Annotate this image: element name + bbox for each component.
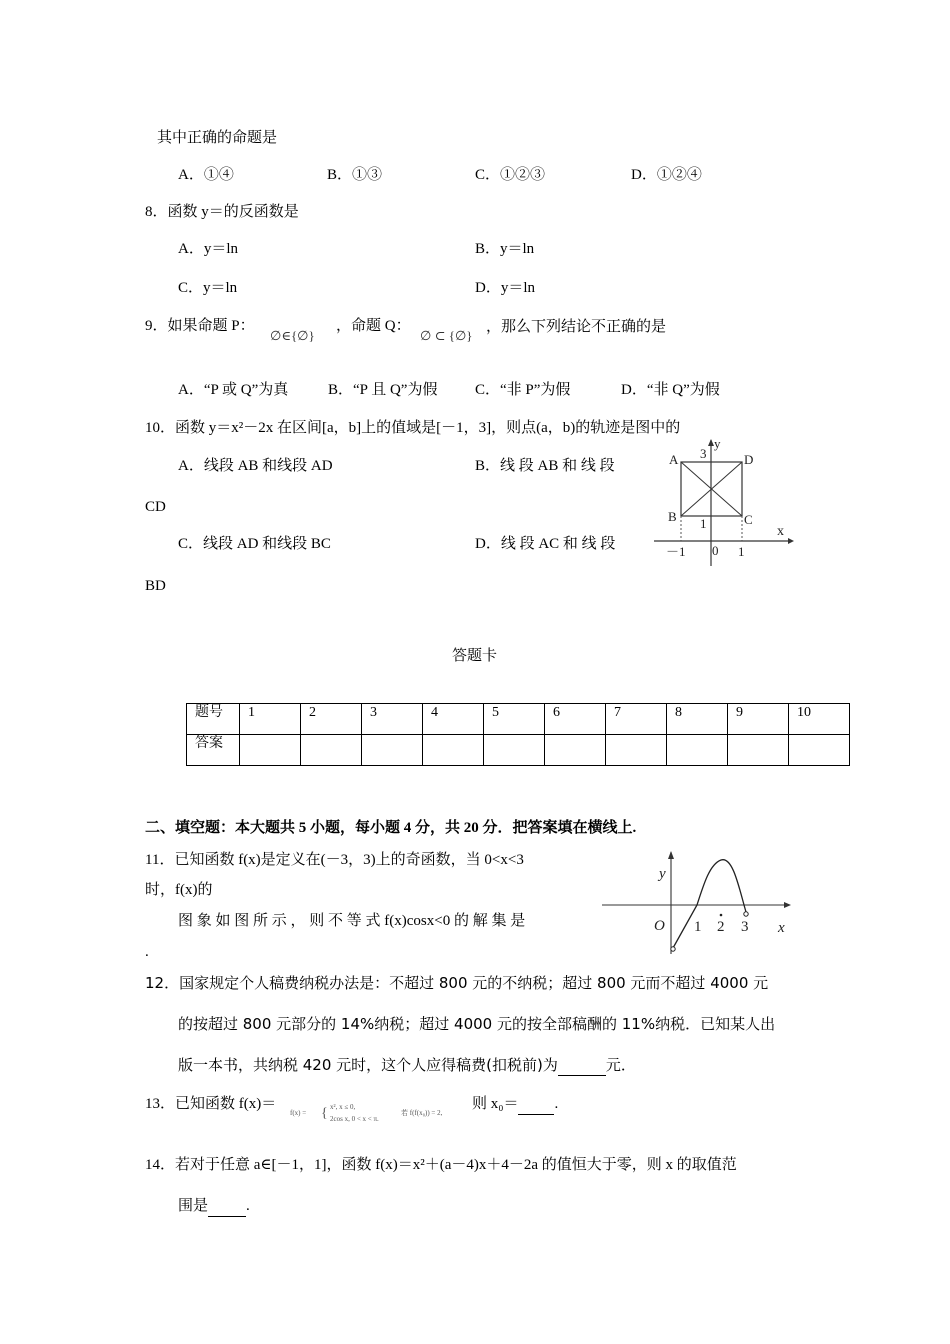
answer-card-number: 8	[667, 704, 728, 735]
q12-line2: 的按超过 800 元部分的 14%纳税；超过 4000 元的按全部稿酬的 11%纳税．已知某人出	[178, 1015, 776, 1033]
q9-option-c: C．“非 P”为假	[475, 382, 571, 398]
q11-graph-figure	[598, 848, 798, 956]
q14-line2-wrap	[178, 1196, 250, 1217]
q13-end: .	[554, 1096, 559, 1112]
answer-cell[interactable]	[728, 735, 789, 766]
q14-end: .	[246, 1198, 250, 1214]
q8-option-d: D．y＝ln	[475, 280, 536, 296]
answer-card-answer-row	[187, 735, 850, 766]
q13-formula-case2: 2cos x, 0 < x < π.	[330, 1115, 379, 1123]
section2-heading: 二、填空题：本大题共 5 小题，每小题 4 分，共 20 分．把答案填在横线上.	[145, 820, 637, 836]
q9-q-expression: ∅ ⊂ {∅}	[420, 328, 473, 343]
q7-option-d: D．①②④	[631, 167, 702, 183]
answer-card-number: 1	[240, 704, 301, 735]
answer-cell[interactable]	[545, 735, 606, 766]
q11-axis-y-label: y	[659, 866, 666, 882]
q7-option-b: B．①③	[327, 167, 383, 183]
q8-option-c: C．y＝ln	[178, 280, 238, 296]
q10-label-d: D	[744, 452, 754, 467]
q13-formula-fx: f(x) =	[290, 1109, 307, 1117]
q10-tick-x0: 0	[712, 543, 719, 558]
q11-line3: 图 象 如 图 所 示 ， 则 不 等 式 f(x)cosx<0 的 解 集 是	[178, 913, 526, 929]
q13-suffix-wrap	[472, 1094, 558, 1115]
q8-stem: 8．函数 y＝的反函数是	[145, 204, 299, 220]
answer-card-number: 6	[545, 704, 606, 735]
q8-option-b: B．y＝ln	[475, 241, 535, 257]
q14-line1: 14．若对于任意 a∈[－1，1]，函数 f(x)＝x²＋(a－4)x＋4－2a 的值恒大于零，则 x 的取值范	[145, 1157, 737, 1173]
q12-answer-blank[interactable]	[558, 1055, 606, 1076]
q8-option-a: A．y＝ln	[178, 241, 239, 257]
answer-card-title: 答题卡	[452, 648, 498, 664]
q10-tick-xm1: －1	[666, 544, 686, 559]
q10-option-b: B．线 段 AB 和 线 段	[475, 458, 615, 474]
q10-label-b: B	[668, 509, 677, 524]
q10-stem: 10．函数 y＝x²－2x 在区间[a，b]上的值域是[－1，3]，则点(a，b)的轨迹是图中的	[145, 420, 681, 436]
answer-card-row-label-number: 题号	[187, 704, 240, 735]
answer-card-number: 4	[423, 704, 484, 735]
q7-option-a: A．①④	[178, 167, 234, 183]
q9-prefix: 9．如果命题 P：	[145, 318, 255, 334]
q10-option-d: D．线 段 AC 和 线 段	[475, 536, 616, 552]
q13-answer-blank[interactable]	[518, 1094, 554, 1115]
q10-option-d-cont: BD	[145, 578, 166, 594]
q10-option-a: A．线段 AB 和线段 AD	[178, 458, 333, 474]
answer-card-row-label-answer: 答案	[187, 735, 240, 766]
answer-card-number: 3	[362, 704, 423, 735]
q13-formula-brace: {	[321, 1106, 328, 1121]
q10-option-c: C．线段 AD 和线段 BC	[178, 536, 331, 552]
q10-axis-y-label: y	[714, 436, 721, 451]
q10-square-figure	[650, 436, 795, 571]
answer-card-number: 2	[301, 704, 362, 735]
q9-p-expression: ∅∈{∅}	[270, 328, 315, 343]
answer-cell[interactable]	[362, 735, 423, 766]
q11-axis-x-label: x	[778, 920, 785, 936]
q9-suffix: ，那么下列结论不正确的是	[486, 317, 667, 335]
q7-stem: 其中正确的命题是	[157, 130, 278, 146]
q11-line4: .	[145, 944, 149, 960]
q13-formula-condition: 若 f(f(x₀)) = 2,	[401, 1109, 443, 1117]
answer-cell[interactable]	[423, 735, 484, 766]
q9-mid: ，命题 Q：	[336, 318, 411, 334]
q11-origin-label: O	[654, 918, 665, 934]
answer-cell[interactable]	[240, 735, 301, 766]
answer-card-table	[186, 703, 850, 766]
answer-card-number: 10	[789, 704, 850, 735]
q7-option-c: C．①②③	[475, 167, 546, 183]
q10-label-a: A	[669, 452, 679, 467]
q9-option-b: B．“P 且 Q”为假	[328, 382, 438, 398]
q12-line1: 12．国家规定个人稿费纳税办法是：不超过 800 元的不纳税；超过 800 元而不超过 4000 元	[145, 974, 769, 992]
q10-tick-y3: 3	[700, 446, 707, 461]
q11-tick-1: 1	[694, 919, 702, 935]
q11-tick-2: 2	[717, 919, 725, 935]
answer-card-number: 5	[484, 704, 545, 735]
q10-tick-y1: 1	[700, 516, 707, 531]
q12-line3	[178, 1055, 636, 1076]
q10-tick-x1: 1	[738, 544, 745, 559]
q13-formula-case1: x², x ≤ 0,	[330, 1103, 356, 1111]
q13-suffix: 则 x₀＝	[472, 1096, 519, 1112]
q13-prefix: 13．已知函数 f(x)＝	[145, 1096, 277, 1112]
q14-line2: 围是	[178, 1198, 209, 1214]
q9-option-a: A．“P 或 Q”为真	[178, 382, 289, 398]
q11-tick-3: 3	[741, 919, 749, 935]
answer-card-number: 7	[606, 704, 667, 735]
q10-label-c: C	[744, 512, 753, 527]
answer-cell[interactable]	[667, 735, 728, 766]
q11-line1: 11．已知函数 f(x)是定义在(－3，3)上的奇函数，当 0<x<3	[145, 852, 524, 868]
answer-cell[interactable]	[484, 735, 545, 766]
q9-option-d: D．“非 Q”为假	[621, 382, 720, 398]
q10-axis-x-label: x	[777, 524, 784, 539]
answer-cell[interactable]	[789, 735, 850, 766]
q12-line3-end: 元．	[605, 1056, 636, 1074]
q14-answer-blank[interactable]	[208, 1196, 246, 1217]
answer-cell[interactable]	[606, 735, 667, 766]
q10-option-b-cont: CD	[145, 499, 166, 515]
answer-cell[interactable]	[301, 735, 362, 766]
q11-line2: 时，f(x)的	[145, 882, 213, 898]
answer-card-number-row	[187, 704, 850, 735]
q12-line3-text: 版一本书，共纳税 420 元时，这个人应得稿费(扣税前)为	[178, 1056, 558, 1074]
answer-card-number: 9	[728, 704, 789, 735]
